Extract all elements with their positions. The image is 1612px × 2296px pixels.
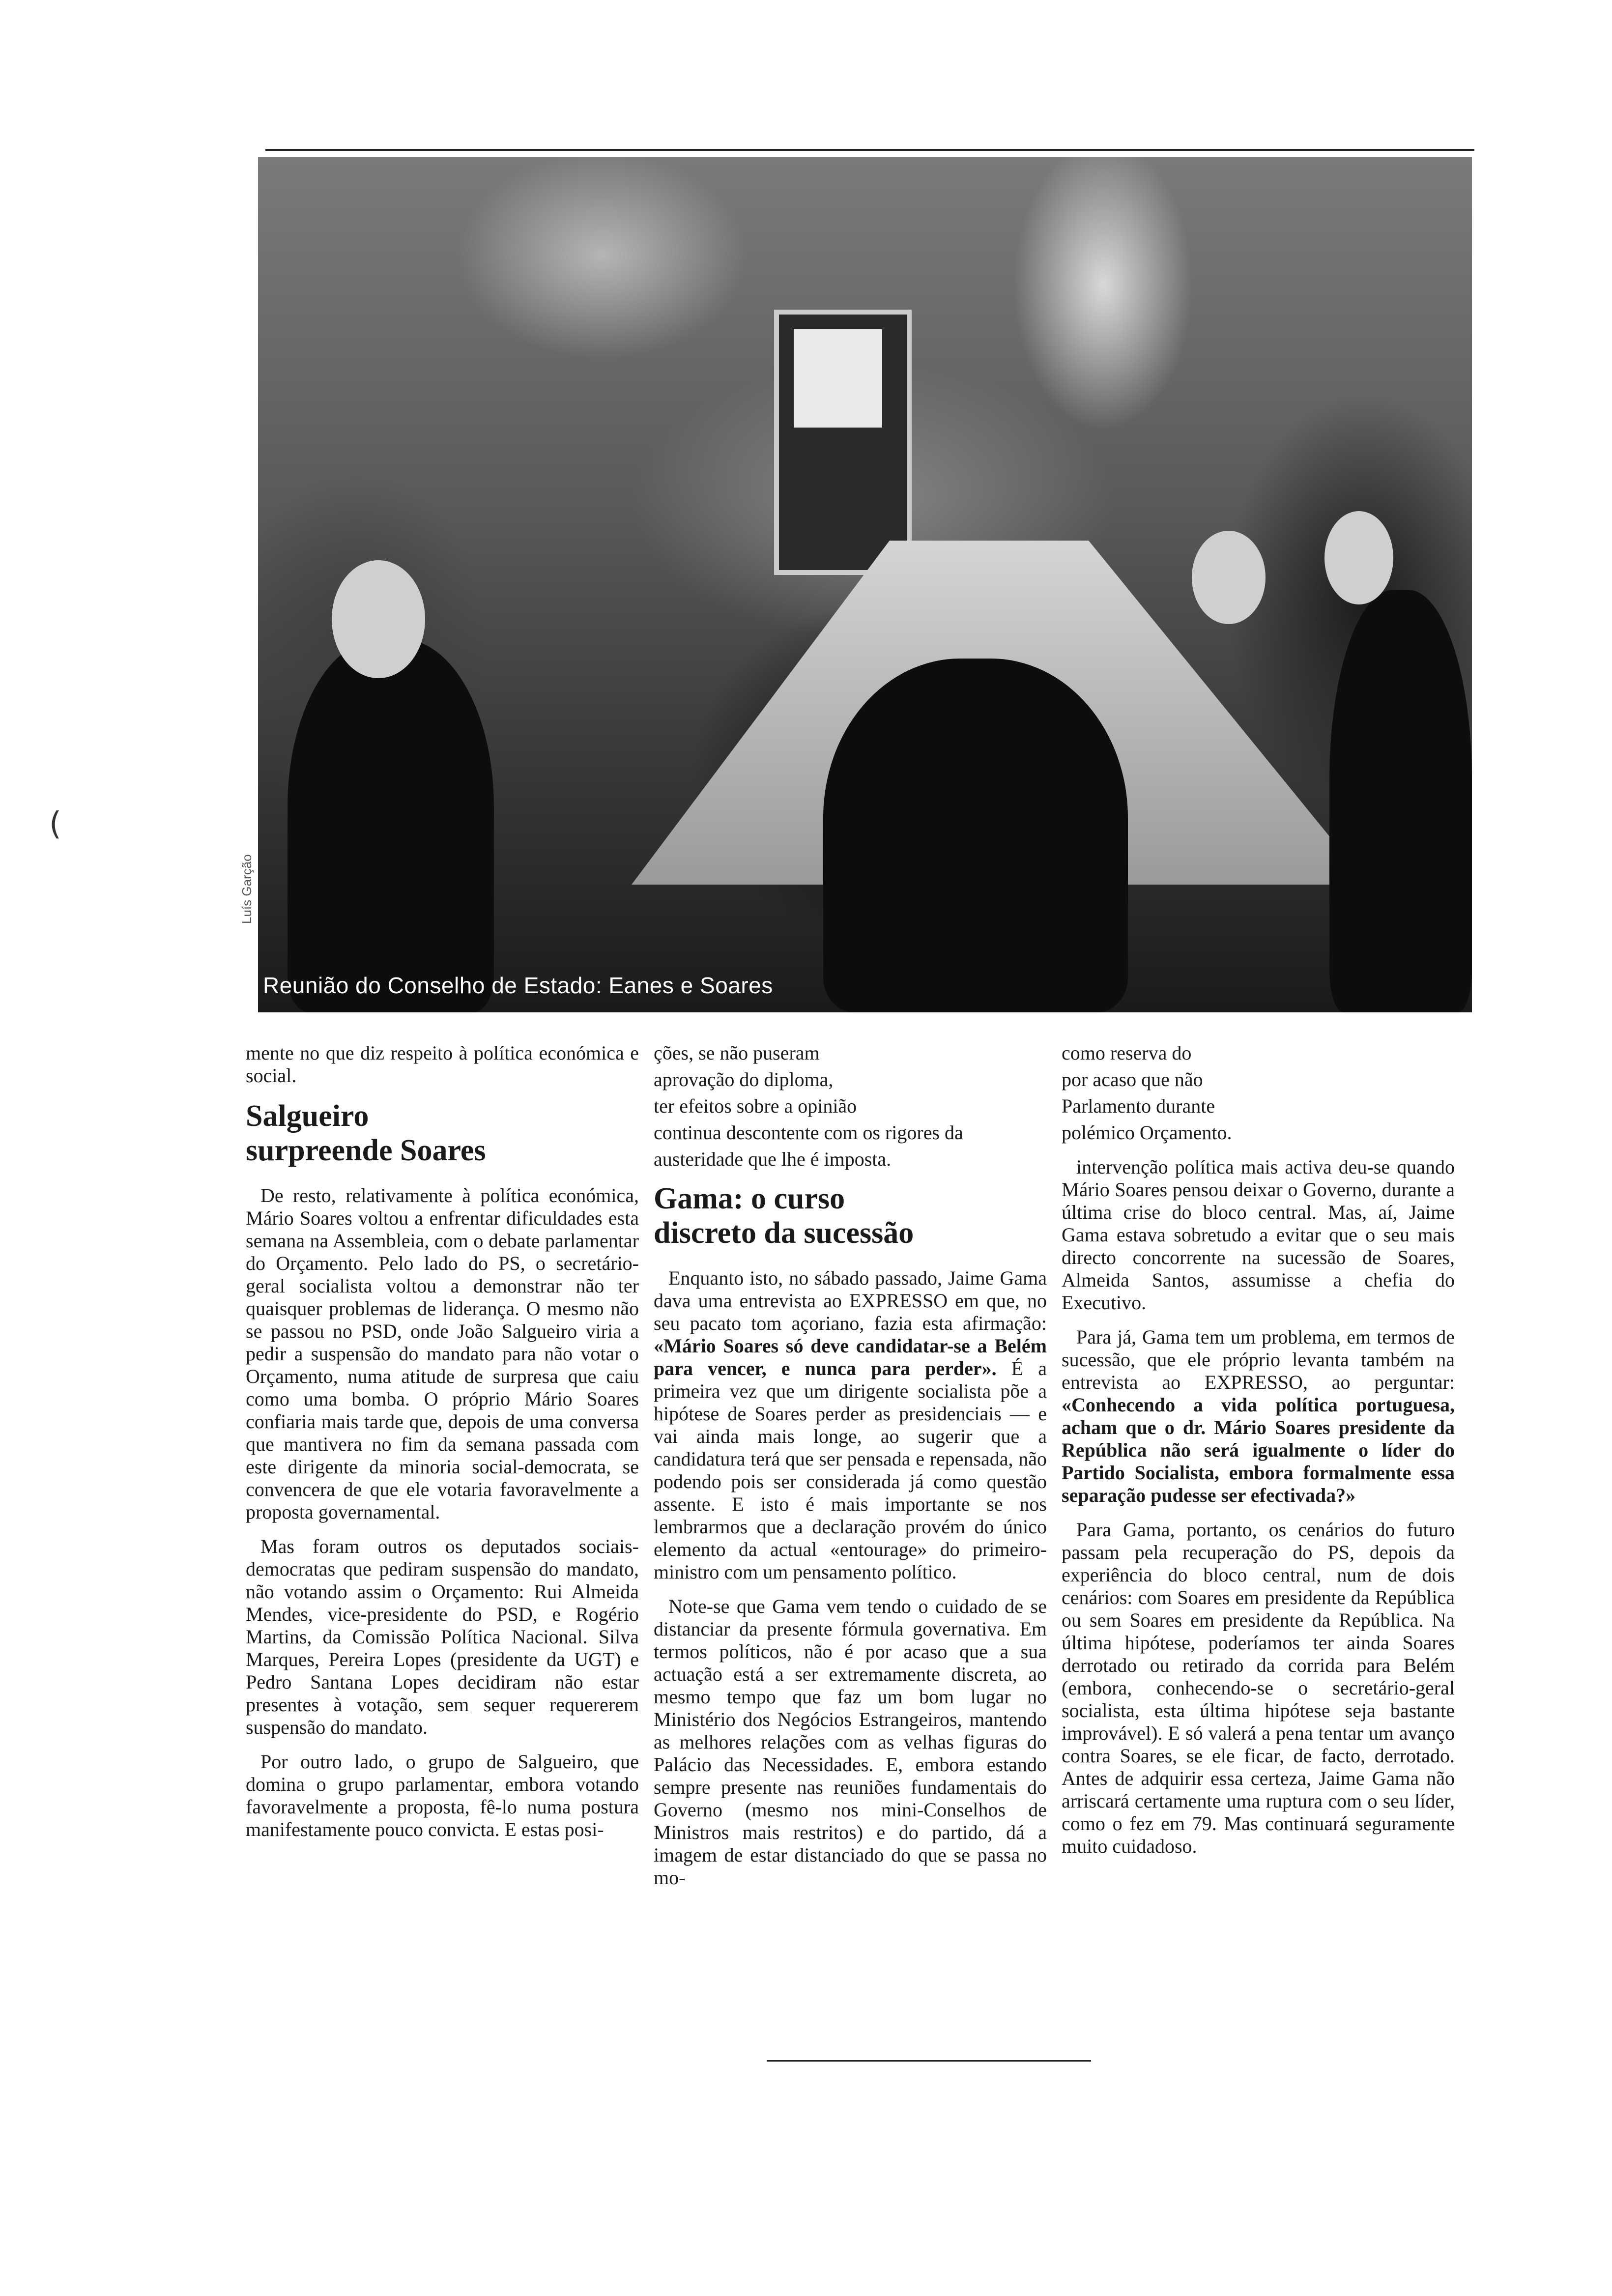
column-2-lead: ções, se não puseram [654, 1042, 820, 1064]
subheading-line: Gama: o curso [654, 1182, 845, 1215]
column-2-lead: aprovação do diploma, [654, 1068, 834, 1091]
paragraph: intervenção política mais activa deu-se quando Mário Soares pensou deixar o Governo, durante a última crise do bloco central. Mas, aí, Jaime Gama estava sobretudo a evitar que o seu mais directo concorrente na sucessão de Soares, Almeida Santos, assumisse a chefia do Executivo. [1062, 1156, 1455, 1314]
photo-face [1324, 511, 1393, 604]
quote-bold: «Mário Soares só deve candidatar-se a Belém para vencer, e nunca para perder». [654, 1335, 1047, 1379]
article-column-1 [246, 1042, 639, 1853]
paragraph: De resto, relativamente à política económica, Mário Soares voltou a enfrentar dificuldades esta semana na Assembleia, com o debate parlamentar do Orçamento. Pelo lado do PS, o secretário-geral socialista voltou a demonstrar não ter quaisquer problemas de liderança. O mesmo não se passou no PSD, onde João Salgueiro viria a pedir a suspensão do mandato para não votar o Orçamento, numa atitude de surpresa que caiu como uma bomba. O próprio Mário Soares confiaria mais tarde que, depois de uma conversa que mantivera no fim da semana passada com este dirigente da minoria social-democrata, se convencera de que ele votaria favoravelmente a proposta governamental. [246, 1184, 639, 1523]
bottom-rule [767, 2060, 1091, 2062]
subheading-line: surpreende Soares [246, 1134, 486, 1167]
article-column-2 [654, 1042, 1047, 1901]
column-3-lead: Parlamento durante [1062, 1095, 1215, 1117]
paragraph: Por outro lado, o grupo de Salgueiro, que domina o grupo parlamentar, embora votando favoravelmente a proposta, fê-lo numa postura manifestamente pouco convicta. E estas posi- [246, 1751, 639, 1840]
text-run: É a primeira vez que um dirigente socialista põe a hipótese de Soares perder as presidenciais — e vai ainda mais longe, ao sugerir que a candidatura terá que ser pensada e repensada, não podendo pois ser considerada já como questão assente. E isto é mais importante se nos lembrarmos que a declaração provém do único elemento da actual «entourage» do primeiro-ministro com um pensamento político. [654, 1357, 1047, 1583]
article-column-3 [1062, 1042, 1455, 1869]
quote-bold: «Conhecendo a vida política portuguesa, acham que o dr. Mário Soares presidente da República não será igualmente o líder do Partido Socialista, embora formalmente essa separação pudesse ser efectivada?» [1062, 1394, 1455, 1506]
paragraph [1062, 1326, 1455, 1507]
photo-caption: Reunião do Conselho de Estado: Eanes e Soares [263, 973, 773, 998]
subheading-line: Salgueiro [246, 1099, 369, 1133]
column-3-lead: como reserva do [1062, 1042, 1192, 1064]
photo-figure [823, 659, 1128, 1012]
photo-face [332, 560, 425, 678]
photo-face [1192, 531, 1266, 624]
column-2-lead: austeridade que lhe é imposta. [654, 1148, 892, 1170]
paragraph: Mas foram outros os deputados sociais-democratas que pediram suspensão do mandato, não votando assim o Orçamento: Rui Almeida Mendes, vice-presidente do PSD, e Rogério Martins, da Comissão Política Nacional. Silva Marques, Pereira Lopes (presidente da UGT) e Pedro Santana Lopes decidiram não estar presentes à votação, sem sequer requererem suspensão do mandato. [246, 1535, 639, 1738]
photo-figure [1329, 590, 1472, 1012]
subheading-line: discreto da sucessão [654, 1216, 914, 1250]
paragraph: Para Gama, portanto, os cenários do futuro passam pela recuperação do PS, depois da experiência do bloco central, num de dois cenários: com Soares em presidente da República ou sem Soares em presidente da República. Na última hipótese, poderíamos ter ainda Soares derrotado ou retirado da corrida para Belém (embora, conhecendo-se o secretário-geral socialista, esta última hipótese seja bastante improvável). E só valerá a pena tentar um avanço contra Soares, se ele ficar, de facto, derrotado. Antes de adquirir essa certeza, Jaime Gama não arriscará certamente uma ruptura com o seu líder, como o fez em 79. Mas continuará seguramente muito cuidadoso. [1062, 1519, 1455, 1857]
subheading-gama [654, 1181, 1047, 1250]
column-1-lead: mente no que diz respeito à política económica e social. [246, 1042, 639, 1087]
subheading-salgueiro [246, 1099, 639, 1168]
margin-mark: ( [49, 806, 61, 842]
column-2-lead: ter efeitos sobre a opinião [654, 1095, 857, 1117]
photo-figure [288, 639, 494, 1012]
top-rule [265, 149, 1474, 151]
text-run: Enquanto isto, no sábado passado, Jaime Gama dava uma entrevista ao EXPRESSO em que, no seu pacato tom açoriano, fazia esta afirmação: [654, 1267, 1047, 1334]
column-3-lead: polémico Orçamento. [1062, 1121, 1232, 1144]
news-photo [258, 157, 1472, 1012]
photo-credit: Luís Garção [239, 854, 254, 924]
paragraph: Note-se que Gama vem tendo o cuidado de se distanciar da presente fórmula governativa. Em termos políticos, não é por acaso que a sua actuação está a ser extremamente discreta, ao mesmo tempo que faz um bom lugar no Ministério dos Negócios Estrangeiros, mantendo as melhores relações com as velhas figuras do Palácio das Necessidades. E, embora estando sempre presente nas reuniões fundamentais do Governo (mesmo nos mini-Conselhos de Ministros mais restritos) e do partido, dá a imagem de estar distanciado do que se passa no mo- [654, 1595, 1047, 1889]
paragraph [654, 1267, 1047, 1583]
column-2-lead: continua descontente com os rigores da [654, 1121, 963, 1144]
photo-doorway [774, 310, 912, 575]
text-run: Para já, Gama tem um problema, em termos de sucessão, que ele próprio levanta também na entrevista ao EXPRESSO, ao perguntar: [1062, 1326, 1455, 1393]
column-3-lead: por acaso que não [1062, 1068, 1203, 1091]
